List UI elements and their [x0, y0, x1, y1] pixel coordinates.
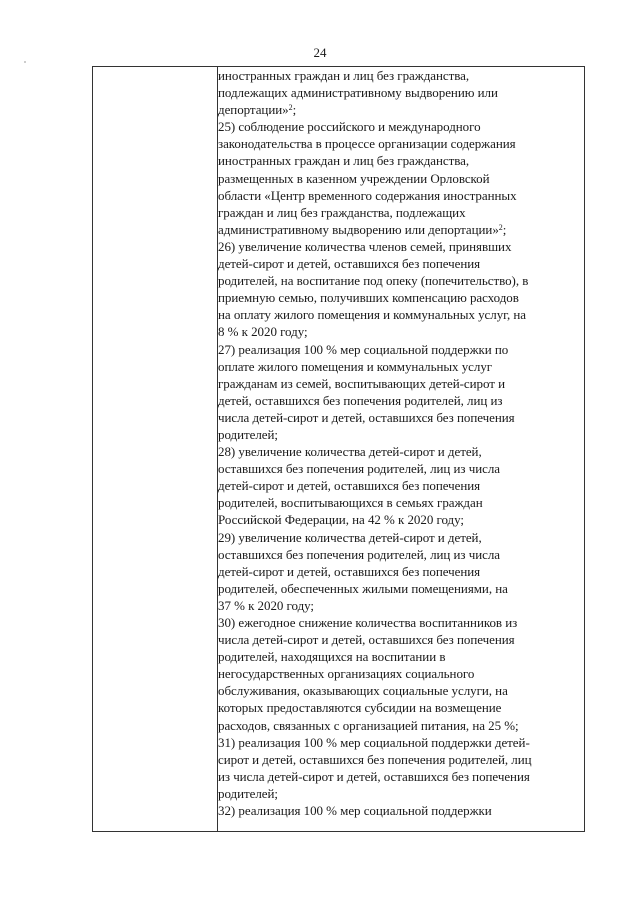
line-text: подлежащих административному выдворению или — [218, 85, 498, 101]
text-line — [218, 443, 584, 460]
text-line — [218, 152, 584, 169]
text-line — [218, 768, 584, 785]
text-line — [218, 802, 584, 819]
line-text: граждан и лиц без гражданства, подлежащих — [218, 204, 466, 220]
text-line — [218, 118, 584, 135]
line-text: детей, оставшихся без попечения родителей, лиц из — [218, 392, 503, 408]
line-text: области «Центр временного содержания иностранных — [218, 187, 517, 203]
line-text: детей-сирот и детей, оставшихся без попечения — [218, 563, 481, 579]
text-line — [218, 699, 584, 716]
line-text: которых предоставляются субсидии на возмещение — [218, 700, 502, 716]
line-text: оставшихся без попечения родителей, лиц из числа — [218, 546, 500, 562]
text-line — [218, 751, 584, 768]
text-line — [218, 272, 584, 289]
text-line — [218, 238, 584, 255]
line-text: детей-сирот и детей, оставшихся без попечения — [218, 478, 481, 494]
text-line — [218, 170, 584, 187]
left-empty-cell — [93, 67, 218, 832]
text-line — [218, 101, 584, 118]
line-punctuation: ; — [292, 102, 297, 118]
line-text: из числа детей-сирот и детей, оставшихся без попечения — [218, 768, 530, 784]
footnote-mark: 2 — [288, 103, 293, 113]
line-text: 8 % к 2020 году; — [218, 324, 308, 340]
line-text: оставшихся без попечения родителей, лиц из числа — [218, 461, 500, 477]
line-text: родителей, обеспеченных жилыми помещениями, на — [218, 580, 508, 596]
line-text: детей-сирот и детей, оставшихся без попечения — [218, 256, 481, 272]
text-line — [218, 546, 584, 563]
text-lines — [218, 67, 584, 819]
document-table — [92, 66, 585, 832]
line-text: родителей; — [218, 785, 278, 801]
text-line — [218, 597, 584, 614]
table-row — [93, 67, 585, 832]
text-line — [218, 580, 584, 597]
text-line — [218, 717, 584, 734]
footnote-mark: 2 — [498, 222, 503, 232]
text-line — [218, 84, 584, 101]
line-text: гражданам из семей, воспитывающих детей-сирот и — [218, 375, 506, 391]
content-cell — [218, 67, 585, 832]
line-text: 32) реализация 100 % мер социальной поддержки — [218, 803, 492, 819]
text-line — [218, 409, 584, 426]
line-text: приемную семью, получивших компенсацию расходов — [218, 290, 519, 306]
page-number: 24 — [313, 45, 327, 60]
line-text: расходов, связанных с организацией питания, на 25 %; — [218, 717, 519, 733]
line-text: иностранных граждан и лиц без гражданства, — [218, 153, 470, 169]
line-text: 28) увеличение количества детей-сирот и детей, — [218, 444, 482, 460]
line-text: родителей; — [218, 426, 278, 442]
text-line — [218, 785, 584, 802]
text-line — [218, 426, 584, 443]
line-text: 29) увеличение количества детей-сирот и детей, — [218, 529, 482, 545]
line-text: на оплату жилого помещения и коммунальных услуг, на — [218, 307, 526, 323]
text-line — [218, 511, 584, 528]
text-line — [218, 306, 584, 323]
line-text: сирот и детей, оставшихся без попечения родителей, лиц — [218, 751, 532, 767]
text-line — [218, 135, 584, 152]
text-line — [218, 665, 584, 682]
line-text: негосударственных организациях социального — [218, 666, 475, 682]
text-line — [218, 187, 584, 204]
text-line — [218, 563, 584, 580]
line-text: родителей, воспитывающихся в семьях граждан — [218, 495, 483, 511]
text-line — [218, 375, 584, 392]
text-line — [218, 494, 584, 511]
text-line — [218, 734, 584, 751]
line-text: административному выдворению или депортации» — [218, 221, 499, 237]
text-line — [218, 358, 584, 375]
text-line — [218, 67, 584, 84]
line-text: 27) реализация 100 % мер социальной поддержки по — [218, 341, 509, 357]
line-text: родителей, находящихся на воспитании в — [218, 649, 446, 665]
line-text: депортации» — [218, 102, 289, 118]
line-text: оплате жилого помещения и коммунальных услуг — [218, 358, 493, 374]
text-line — [218, 255, 584, 272]
text-line — [218, 341, 584, 358]
line-punctuation: ; — [502, 221, 507, 237]
text-line — [218, 648, 584, 665]
text-line — [218, 477, 584, 494]
line-text: родителей, на воспитание под опеку (попечительство), в — [218, 273, 529, 289]
line-text: числа детей-сирот и детей, оставшихся без попечения — [218, 409, 515, 425]
line-text: 30) ежегодное снижение количества воспитанников из — [218, 615, 518, 630]
line-text: обслуживания, оказывающих социальные услуги, на — [218, 683, 508, 699]
line-text: законодательства в процессе организации содержания — [218, 136, 516, 152]
text-line — [218, 392, 584, 409]
line-text: 26) увеличение количества членов семей, принявших — [218, 238, 512, 254]
line-text: 25) соблюдение российского и международного — [218, 119, 481, 135]
text-line — [218, 460, 584, 477]
text-line — [218, 221, 584, 238]
line-text: Российской Федерации, на 42 % к 2020 году; — [218, 512, 464, 528]
line-text: 31) реализация 100 % мер социальной поддержки детей- — [218, 734, 530, 750]
text-line — [218, 614, 584, 631]
text-line — [218, 631, 584, 648]
line-text: числа детей-сирот и детей, оставшихся без попечения — [218, 632, 515, 648]
text-line — [218, 529, 584, 546]
scan-artifact — [24, 61, 26, 63]
text-line — [218, 289, 584, 306]
line-text: иностранных граждан и лиц без гражданства, — [218, 68, 470, 83]
line-text: размещенных в казенном учреждении Орловской — [218, 170, 490, 186]
text-line — [218, 323, 584, 340]
text-line — [218, 204, 584, 221]
text-line — [218, 682, 584, 699]
line-text: 37 % к 2020 году; — [218, 597, 314, 613]
